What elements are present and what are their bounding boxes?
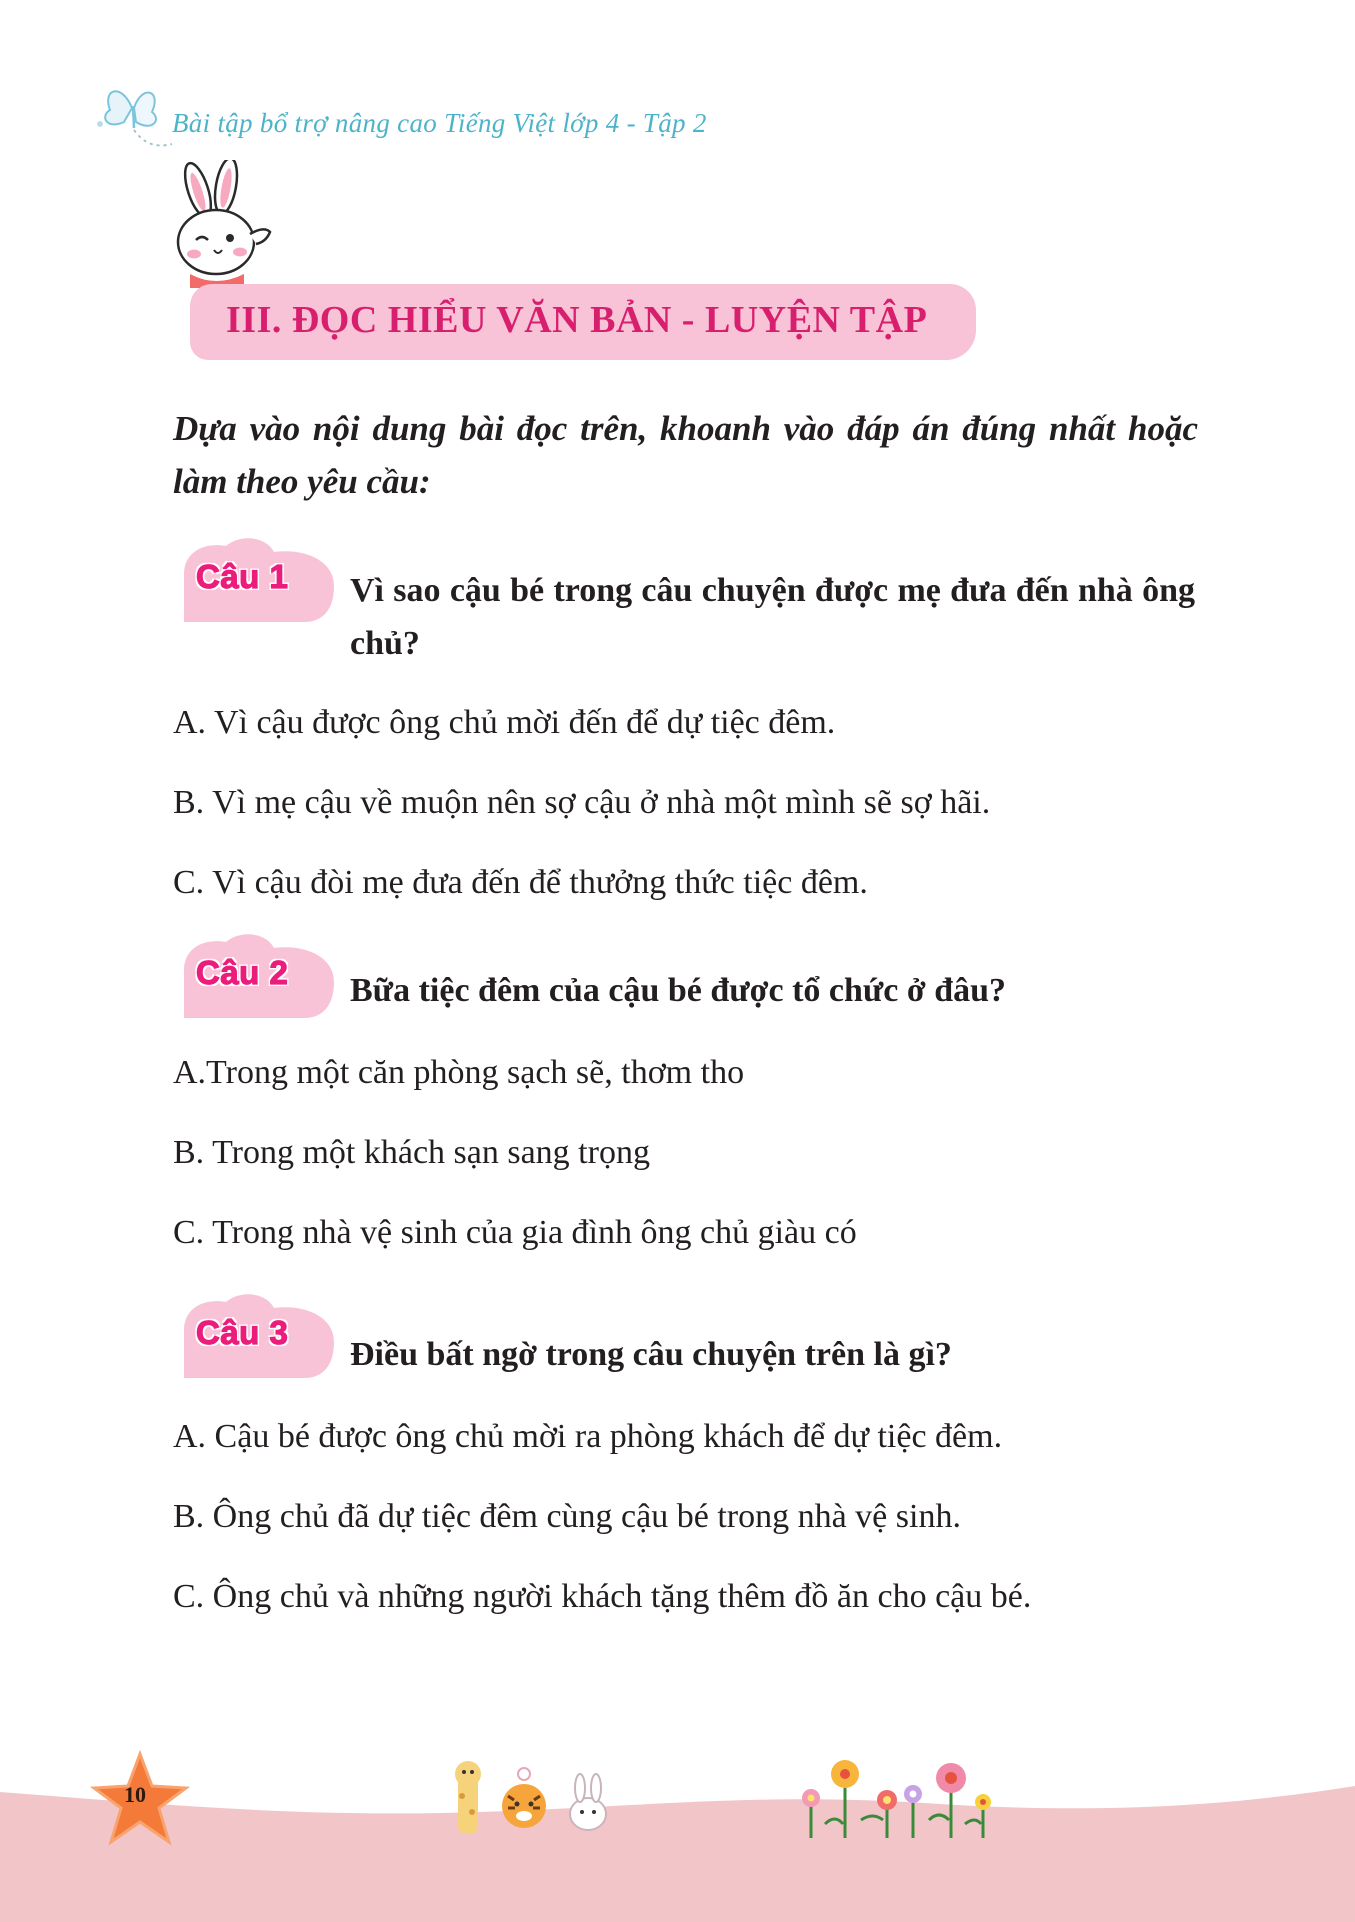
question-badge-2 [174, 930, 344, 1022]
question-1-option-a: A. Vì cậu được ông chủ mời đến để dự tiệc đêm. [173, 704, 836, 741]
butterfly-icon [92, 78, 182, 158]
footer-wave [0, 1700, 1355, 1922]
page-number: 10 [124, 1782, 146, 1807]
book-title-header: Bài tập bổ trợ nâng cao Tiếng Việt lớp 4 - Tập 2 [172, 108, 707, 138]
question-2-option-c: C. Trong nhà vệ sinh của gia đình ông chủ giàu có [173, 1214, 857, 1251]
question-2-option-b: B. Trong một khách sạn sang trọng [173, 1134, 650, 1171]
question-badge-label: Câu 3 [196, 1314, 289, 1351]
question-badge-label: Câu 2 [196, 954, 289, 991]
question-badge-label: Câu 1 [196, 558, 289, 595]
question-1-option-c: C. Vì cậu đòi mẹ đưa đến để thưởng thức tiệc đêm. [173, 864, 868, 901]
question-badge-1 [174, 534, 344, 626]
question-prompt-3: Điều bất ngờ trong câu chuyện trên là gì? [350, 1336, 952, 1373]
animals-illustration [450, 1760, 620, 1838]
flowers-illustration [795, 1754, 1005, 1838]
question-badge-3 [174, 1290, 344, 1382]
question-3-option-b: B. Ông chủ đã dự tiệc đêm cùng cậu bé trong nhà vệ sinh. [173, 1498, 961, 1535]
question-3-option-c: C. Ông chủ và những người khách tặng thêm đồ ăn cho cậu bé. [173, 1578, 1032, 1615]
section-title: III. ĐỌC HIỂU VĂN BẢN - LUYỆN TẬP [226, 299, 928, 341]
question-prompt-2: Bữa tiệc đêm của cậu bé được tổ chức ở đâu? [350, 972, 1007, 1009]
bunny-illustration [160, 160, 280, 288]
question-1-option-b: B. Vì mẹ cậu về muộn nên sợ cậu ở nhà một mình sẽ sợ hãi. [173, 784, 991, 821]
instruction-text: Dựa vào nội dung bài đọc trên, khoanh vào đáp án đúng nhất hoặc làm theo yêu cầu: [173, 409, 1198, 501]
question-2-option-a: A.Trong một căn phòng sạch sẽ, thơm tho [173, 1054, 745, 1091]
question-prompt-1: Vì sao cậu bé trong câu chuyện được mẹ đưa đến nhà ông chủ? [350, 572, 1195, 662]
question-3-option-a: A. Cậu bé được ông chủ mời ra phòng khách để dự tiệc đêm. [173, 1418, 1003, 1455]
